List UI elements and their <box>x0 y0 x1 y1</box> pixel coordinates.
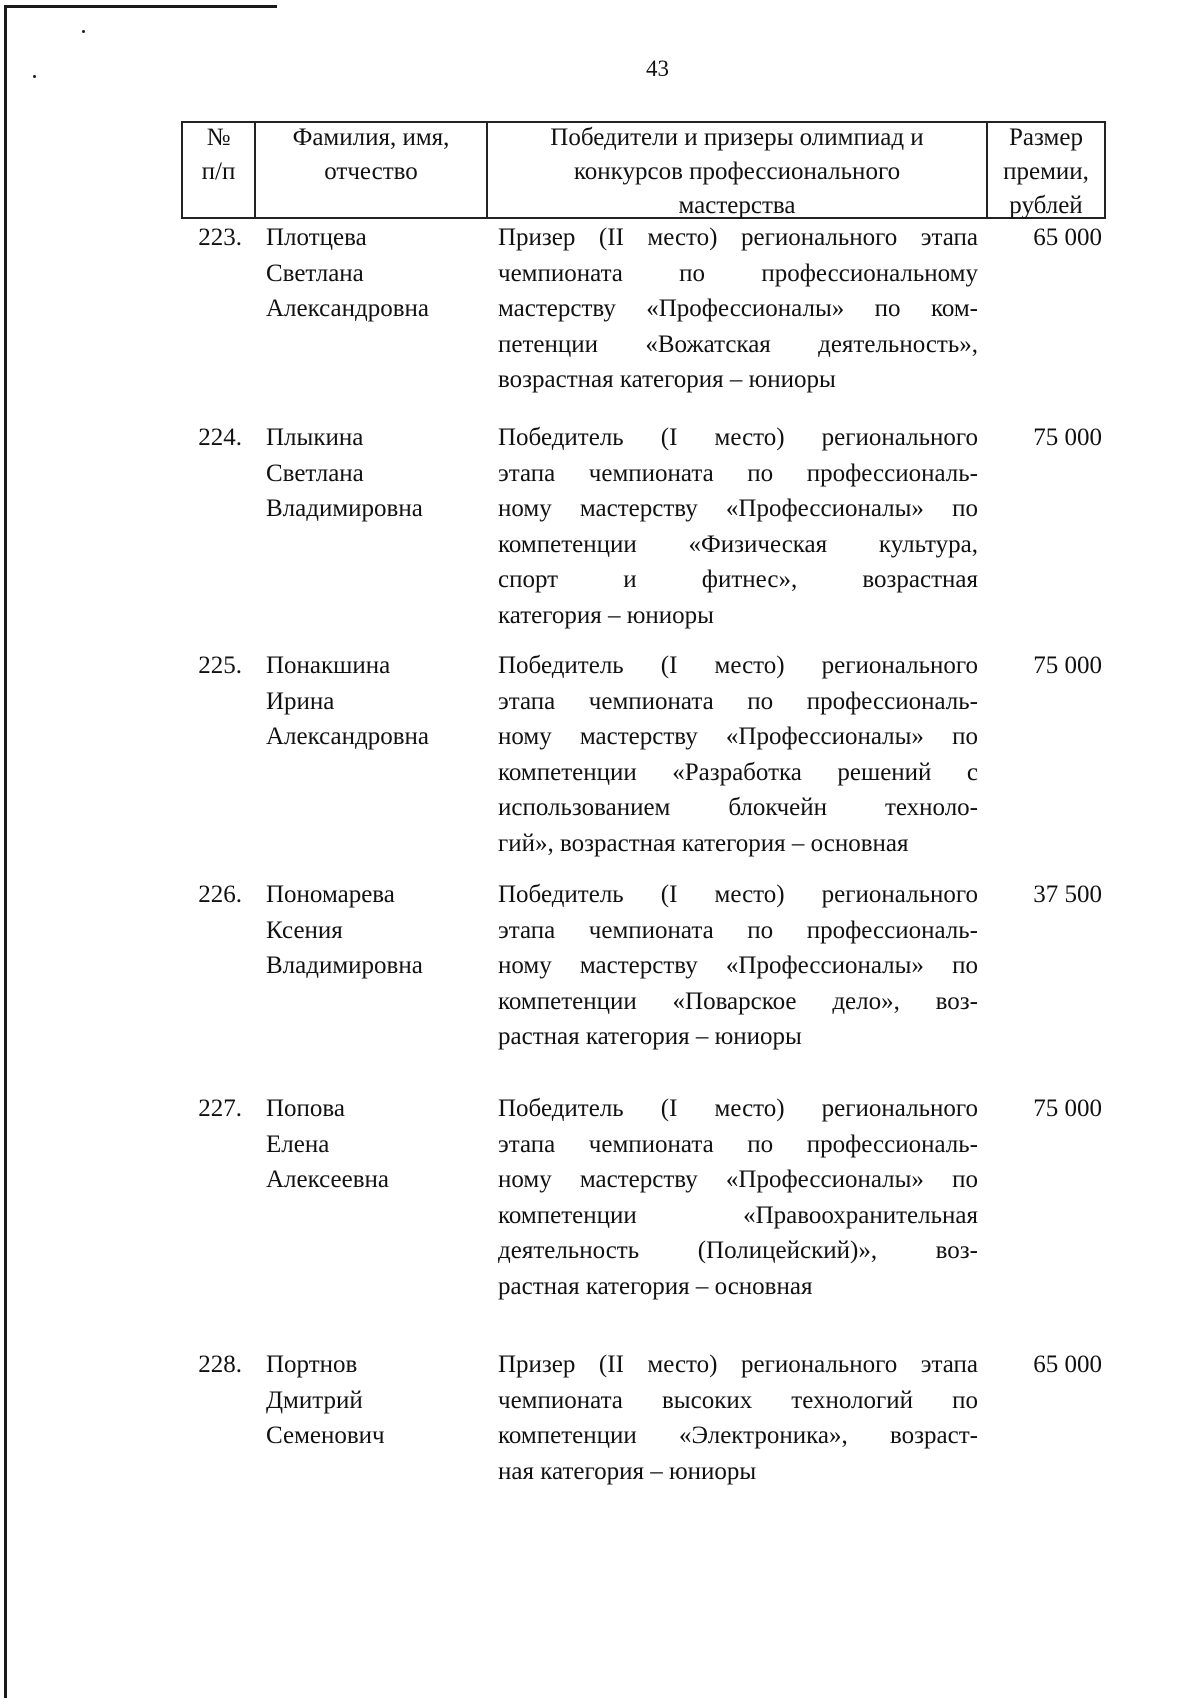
header-text: Победители и призеры олимпиад и <box>550 124 924 151</box>
row-number: 226. <box>198 881 242 908</box>
scan-speck <box>82 30 85 33</box>
achievement-description <box>498 220 978 398</box>
person-name <box>266 220 466 327</box>
desc-line: компетенции «Поварское дело», воз- <box>498 987 978 1015</box>
row-number: 224. <box>198 424 242 451</box>
desc-line: этапа чемпионата по профессиональ- <box>498 1130 978 1158</box>
achievement-description <box>498 877 978 1055</box>
prize-amount: 75 000 <box>1033 652 1102 679</box>
desc-line: Победитель (I место) регионального <box>498 424 978 451</box>
header-divider <box>1104 121 1106 219</box>
name-line: Плотцева <box>266 224 367 251</box>
person-name <box>266 420 466 527</box>
row-number: 228. <box>198 1351 242 1378</box>
header-num <box>183 121 254 216</box>
header-text: конкурсов профессионального <box>573 158 901 185</box>
header-name <box>256 121 486 216</box>
name-line: Ксения <box>266 916 343 944</box>
header-text: Фамилия, имя, <box>292 124 450 151</box>
desc-line: Победитель (I место) регионального <box>498 881 978 908</box>
name-line: Светлана <box>266 459 364 487</box>
achievement-description <box>498 648 978 861</box>
desc-line: использованием блокчейн техноло- <box>498 794 978 821</box>
desc-line: компетенции «Правоохранительная <box>498 1201 978 1229</box>
desc-line: ному мастерству «Профессионалы» по <box>498 723 978 750</box>
desc-line: возрастная категория – юниоры <box>498 366 836 393</box>
desc-line: спорт и фитнес», возрастная <box>498 566 978 593</box>
name-line: Дмитрий <box>266 1386 363 1414</box>
name-line: Владимировна <box>266 495 423 522</box>
achievement-description <box>498 420 978 633</box>
header-text: Размер <box>1009 124 1083 151</box>
name-line: Александровна <box>266 723 430 750</box>
row-number: 225. <box>198 652 242 679</box>
achievement-description <box>498 1091 978 1304</box>
row-number: 223. <box>198 224 242 251</box>
scan-edge-left <box>4 5 7 1698</box>
prize-amount: 75 000 <box>1033 424 1102 451</box>
desc-line: этапа чемпионата по профессиональ- <box>498 687 978 715</box>
header-text: рублей <box>1009 192 1083 219</box>
desc-line: ному мастерству «Профессионалы» по <box>498 952 978 979</box>
name-line: Попова <box>266 1095 346 1122</box>
header-text: № <box>206 124 231 151</box>
person-name <box>266 877 466 984</box>
prize-amount: 65 000 <box>1033 1351 1102 1378</box>
person-name <box>266 1347 466 1454</box>
header-text: п/п <box>201 158 236 185</box>
achievement-description <box>498 1347 978 1489</box>
prize-amount: 65 000 <box>1033 224 1102 251</box>
name-line: Светлана <box>266 259 364 287</box>
name-line: Портнов <box>266 1351 358 1378</box>
desc-line: Победитель (I место) регионального <box>498 652 978 679</box>
row-number: 227. <box>198 1095 242 1122</box>
prize-amount: 37 500 <box>1033 881 1102 908</box>
desc-line: ная категория – юниоры <box>498 1457 757 1485</box>
header-text: премии, <box>1003 158 1089 185</box>
name-line: Владимировна <box>266 952 423 979</box>
name-line: Алексеевна <box>266 1166 390 1193</box>
desc-line: Призер (II место) регионального этапа <box>498 1351 978 1378</box>
name-line: Елена <box>266 1130 330 1158</box>
header-amount <box>988 121 1104 219</box>
prize-amount: 75 000 <box>1033 1095 1102 1122</box>
desc-line: петенции «Вожатская деятельность», <box>498 330 978 358</box>
desc-line: компетенции «Разработка решений с <box>498 758 978 786</box>
desc-line: растная категория – юниоры <box>498 1023 802 1050</box>
desc-line: Победитель (I место) регионального <box>498 1095 978 1122</box>
desc-line: мастерству «Профессионалы» по ком- <box>498 295 978 322</box>
name-line: Александровна <box>266 295 430 322</box>
desc-line: этапа чемпионата по профессиональ- <box>498 459 978 487</box>
name-line: Ирина <box>266 687 335 715</box>
desc-line: этапа чемпионата по профессиональ- <box>498 916 978 944</box>
desc-line: Призер (II место) регионального этапа <box>498 224 978 251</box>
desc-line: компетенции «Физическая культура, <box>498 530 978 558</box>
person-name <box>266 1091 466 1198</box>
name-line: Понакшина <box>266 652 391 679</box>
desc-line: гий», возрастная категория – основная <box>498 829 909 857</box>
person-name <box>266 648 466 755</box>
desc-line: чемпионата высоких технологий по <box>498 1386 978 1414</box>
desc-line: ному мастерству «Профессионалы» по <box>498 495 978 522</box>
desc-line: ному мастерству «Профессионалы» по <box>498 1166 978 1193</box>
header-desc <box>488 121 986 219</box>
name-line: Семенович <box>266 1422 385 1449</box>
desc-line: компетенции «Электроника», возраст- <box>498 1422 978 1449</box>
header-text: отчество <box>324 158 418 185</box>
desc-line: деятельность (Полицейский)», воз- <box>498 1237 978 1264</box>
desc-line: растная категория – основная <box>498 1272 813 1300</box>
desc-line: категория – юниоры <box>498 601 714 629</box>
page-number: 43 <box>646 56 669 81</box>
scan-edge-top <box>4 5 277 8</box>
name-line: Плыкина <box>266 424 364 451</box>
header-text: мастерства <box>678 192 796 219</box>
desc-line: чемпионата по профессиональному <box>498 259 978 287</box>
name-line: Пономарева <box>266 881 395 908</box>
